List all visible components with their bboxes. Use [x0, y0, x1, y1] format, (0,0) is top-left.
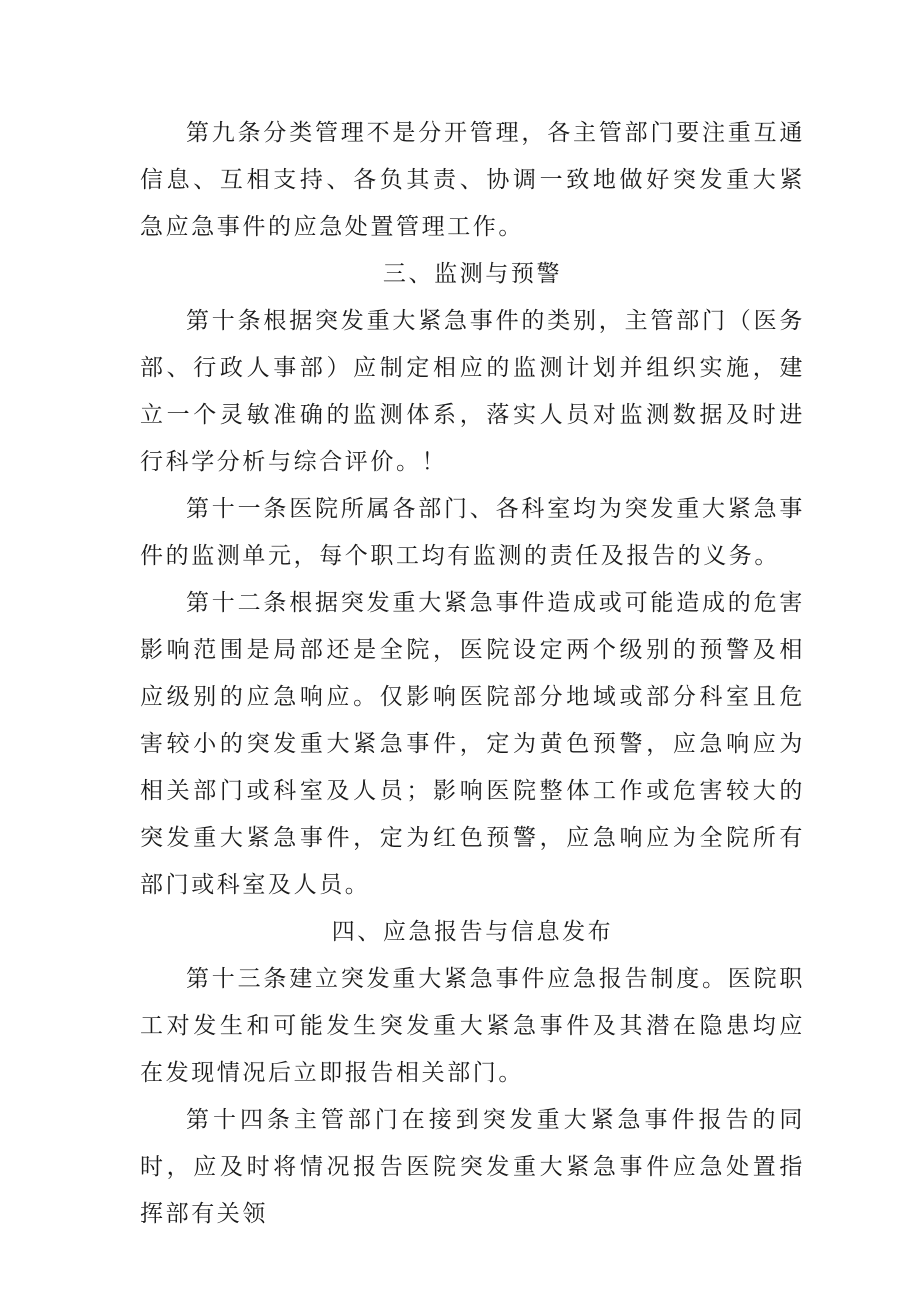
- section-heading-reporting-release: 四、应急报告与信息发布: [331, 919, 614, 945]
- article-13-paragraph: 第十三条建立突发重大紧急事件应急报告制度。医院职工对发生和可能发生突发重大紧急事件及其潜在隐患均应在发现情况后立即报告相关部门。: [140, 966, 805, 1086]
- section-heading-monitoring-warning: 三、监测与预警: [382, 261, 563, 287]
- article-10-paragraph: 第十条根据突发重大紧急事件的类别，主管部门（医务部、行政人事部）应制定相应的监测计划并组织实施，建立一个灵敏准确的监测体系，落实人员对监测数据及时进行科学分析与综合评价。！: [140, 308, 805, 475]
- article-11-paragraph: 第十一条医院所属各部门、各科室均为突发重大紧急事件的监测单元，每个职工均有监测的责任及报告的义务。: [140, 496, 805, 569]
- article-9-paragraph: 第九条分类管理不是分开管理，各主管部门要注重互通信息、互相支持、各负其责、协调一致地做好突发重大紧急应急事件的应急处置管理工作。: [140, 120, 805, 240]
- document-body: [140, 110, 805, 1238]
- article-12-paragraph: 第十二条根据突发重大紧急事件造成或可能造成的危害影响范围是局部还是全院，医院设定两个级别的预警及相应级别的应急响应。仅影响医院部分地域或部分科室且危害较小的突发重大紧急事件，定为黄色预警，应急响应为相关部门或科室及人员；影响医院整体工作或危害较大的突发重大紧急事件，定为红色预警，应急响应为全院所有部门或科室及人员。: [140, 590, 805, 898]
- article-14-paragraph: 第十四条主管部门在接到突发重大紧急事件报告的同时，应及时将情况报告医院突发重大紧急事件应急处置指挥部有关领: [140, 1107, 805, 1227]
